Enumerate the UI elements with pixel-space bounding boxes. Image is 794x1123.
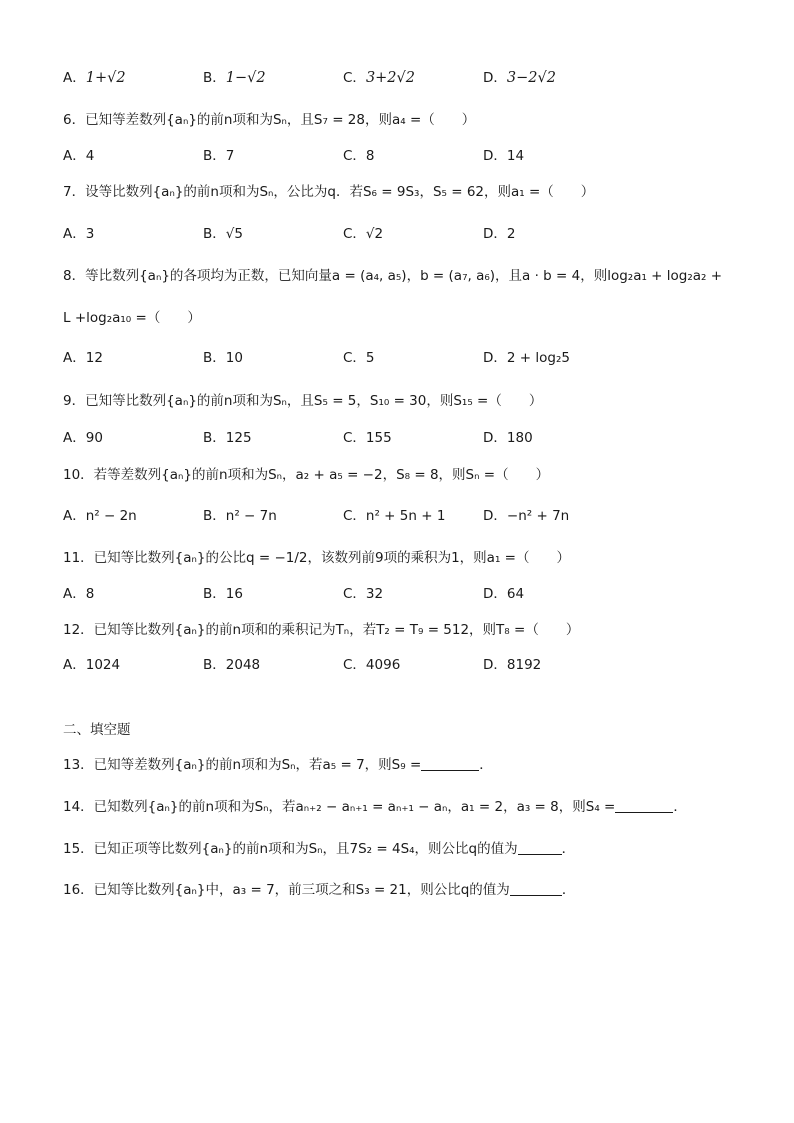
q9-option-b[interactable]: B．125 bbox=[203, 430, 252, 446]
q10-option-b[interactable]: B．n² − 7n bbox=[203, 508, 277, 524]
q7-option-a[interactable]: A．3 bbox=[63, 226, 95, 242]
q6-stem: 6．已知等差数列{aₙ}的前n项和为Sₙ，且S₇ = 28，则a₄ =（ ） bbox=[63, 112, 476, 128]
q11-option-d[interactable]: D．64 bbox=[483, 586, 525, 602]
q9-option-a[interactable]: A．90 bbox=[63, 430, 103, 446]
q5-option-a[interactable]: A．1+√2 bbox=[63, 70, 126, 86]
q12-option-a[interactable]: A．1024 bbox=[63, 657, 121, 673]
q5-option-d[interactable]: D．3−2√2 bbox=[483, 70, 556, 86]
q8-option-d[interactable]: D．2 + log₂5 bbox=[483, 350, 570, 366]
q8-stem-continued: L +log₂a₁₀ =（ ） bbox=[63, 310, 201, 326]
q5-option-c[interactable]: C．3+2√2 bbox=[343, 70, 416, 86]
q16-answer-blank[interactable] bbox=[510, 881, 562, 896]
q11-option-c[interactable]: C．32 bbox=[343, 586, 384, 602]
q10-option-a[interactable]: A．n² − 2n bbox=[63, 508, 137, 524]
q10-option-d[interactable]: D．−n² + 7n bbox=[483, 508, 570, 524]
q8-option-a[interactable]: A．12 bbox=[63, 350, 103, 366]
q6-option-b[interactable]: B．7 bbox=[203, 148, 235, 164]
q8-stem: 8．等比数列{aₙ}的各项均为正数，已知向量a = (a₄, a₅)，b = (a₇, a₆)，且a · b = 4，则log₂a₁ + log₂a₂ + bbox=[63, 268, 723, 284]
q11-stem: 11．已知等比数列{aₙ}的公比q = −1/2，该数列前9项的乘积为1，则a₁ =（ ） bbox=[63, 550, 570, 566]
section-title-fill-blank: 二、填空题 bbox=[63, 722, 131, 738]
q9-option-c[interactable]: C．155 bbox=[343, 430, 392, 446]
q7-option-c[interactable]: C．√2 bbox=[343, 226, 384, 242]
q13-answer-blank[interactable] bbox=[421, 756, 479, 771]
q5-option-b[interactable]: B．1−√2 bbox=[203, 70, 266, 86]
q7-option-d[interactable]: D．2 bbox=[483, 226, 516, 242]
q6-option-d[interactable]: D．14 bbox=[483, 148, 525, 164]
q12-option-c[interactable]: C．4096 bbox=[343, 657, 401, 673]
q9-option-d[interactable]: D．180 bbox=[483, 430, 533, 446]
q8-option-c[interactable]: C．5 bbox=[343, 350, 375, 366]
q10-option-c[interactable]: C．n² + 5n + 1 bbox=[343, 508, 446, 524]
q12-option-b[interactable]: B．2048 bbox=[203, 657, 261, 673]
q15-stem: 15．已知正项等比数列{aₙ}的前n项和为Sₙ，且7S₂ = 4S₄，则公比q的值为 ． bbox=[63, 841, 576, 857]
q14-answer-blank[interactable] bbox=[615, 798, 673, 813]
q10-stem: 10．若等差数列{aₙ}的前n项和为Sₙ，a₂ + a₅ = −2，S₈ = 8，则Sₙ =（ ） bbox=[63, 467, 550, 483]
q9-stem: 9．已知等比数列{aₙ}的前n项和为Sₙ，且S₅ = 5，S₁₀ = 30，则S₁₅ =（ ） bbox=[63, 393, 543, 409]
q7-option-b[interactable]: B．√5 bbox=[203, 226, 243, 242]
q16-stem: 16．已知等比数列{aₙ}中，a₃ = 7，前三项之和S₃ = 21，则公比q的值为 ． bbox=[63, 882, 576, 898]
q12-option-d[interactable]: D．8192 bbox=[483, 657, 542, 673]
q6-option-c[interactable]: C．8 bbox=[343, 148, 375, 164]
q7-stem: 7．设等比数列{aₙ}的前n项和为Sₙ，公比为q．若S₆ = 9S₃，S₅ = 62，则a₁ =（ ） bbox=[63, 184, 595, 200]
q15-answer-blank[interactable] bbox=[518, 840, 562, 855]
q13-stem: 13．已知等差数列{aₙ}的前n项和为Sₙ，若a₅ = 7，则S₉ = ． bbox=[63, 757, 493, 773]
q11-option-a[interactable]: A．8 bbox=[63, 586, 95, 602]
q6-option-a[interactable]: A．4 bbox=[63, 148, 95, 164]
q12-stem: 12．已知等比数列{aₙ}的前n项和的乘积记为Tₙ，若T₂ = T₉ = 512，则T₈ =（ ） bbox=[63, 622, 580, 638]
q11-option-b[interactable]: B．16 bbox=[203, 586, 243, 602]
q8-option-b[interactable]: B．10 bbox=[203, 350, 243, 366]
q14-stem: 14．已知数列{aₙ}的前n项和为Sₙ，若aₙ₊₂ − aₙ₊₁ = aₙ₊₁ − aₙ，a₁ = 2，a₃ = 8，则S₄ = ． bbox=[63, 799, 687, 815]
